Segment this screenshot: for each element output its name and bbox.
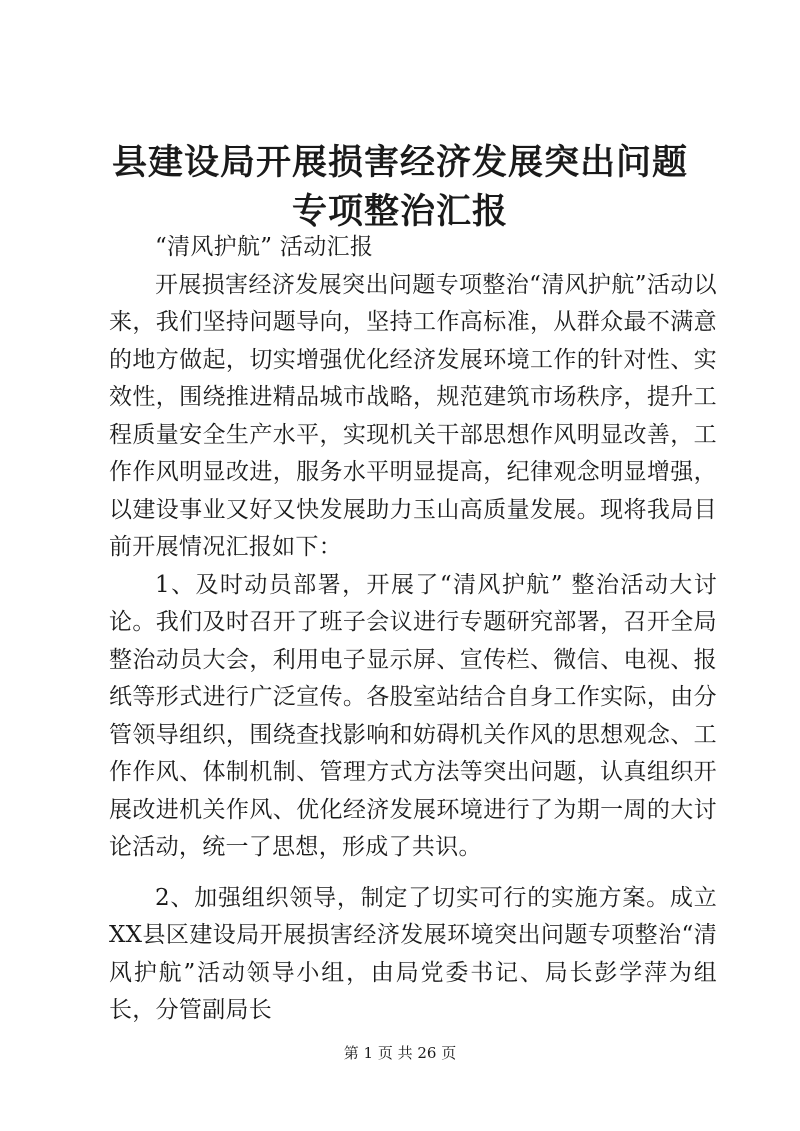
document-subtitle: “清风护航” 活动汇报: [155, 234, 374, 260]
page-number-footer: 第 1 页 共 26 页: [343, 1044, 457, 1062]
paragraph-item-2: 2、加强组织领导，制定了切实可行的实施方案。成立XX县区建设局开展损害经济发展环境突出问题专项整治“清风护航”活动领导小组，由局党委书记、局长彭学萍为组长，分管副局长: [109, 884, 717, 1023]
document-title: 县建设局开展损害经济发展突出问题专项整治汇报: [111, 142, 688, 232]
paragraph-intro: 开展损害经济发展突出问题专项整治“清风护航”活动以来，我们坚持问题导向，坚持工作高标准，从群众最不满意的地方做起，切实增强优化经济发展环境工作的针对性、实效性，围绕推进精品城市战略，规范建筑市场秩序，提升工程质量安全生产水平，实现机关干部思想作风明显改善，工作作风明显改进，服务水平明显提高，纪律观念明显增强，以建设事业又好又快发展助力玉山高质量发展。现将我局目前开展情况汇报如下：: [109, 271, 717, 560]
paragraph-item-1: 1、及时动员部署，开展了“清风护航” 整治活动大讨论。我们及时召开了班子会议进行专题研究部署，召开全局整治动员大会，利用电子显示屏、宣传栏、微信、电视、报纸等形式进行广泛宣传。各股室站结合自身工作实际，由分管领导组织，围绕查找影响和妨碍机关作风的思想观念、工作作风、体制机制、管理方式方法等突出问题，认真组织开展改进机关作风、优化经济发展环境进行了为期一周的大讨论活动，统一了思想，形成了共识。: [109, 571, 717, 860]
document-body: [109, 229, 717, 1030]
